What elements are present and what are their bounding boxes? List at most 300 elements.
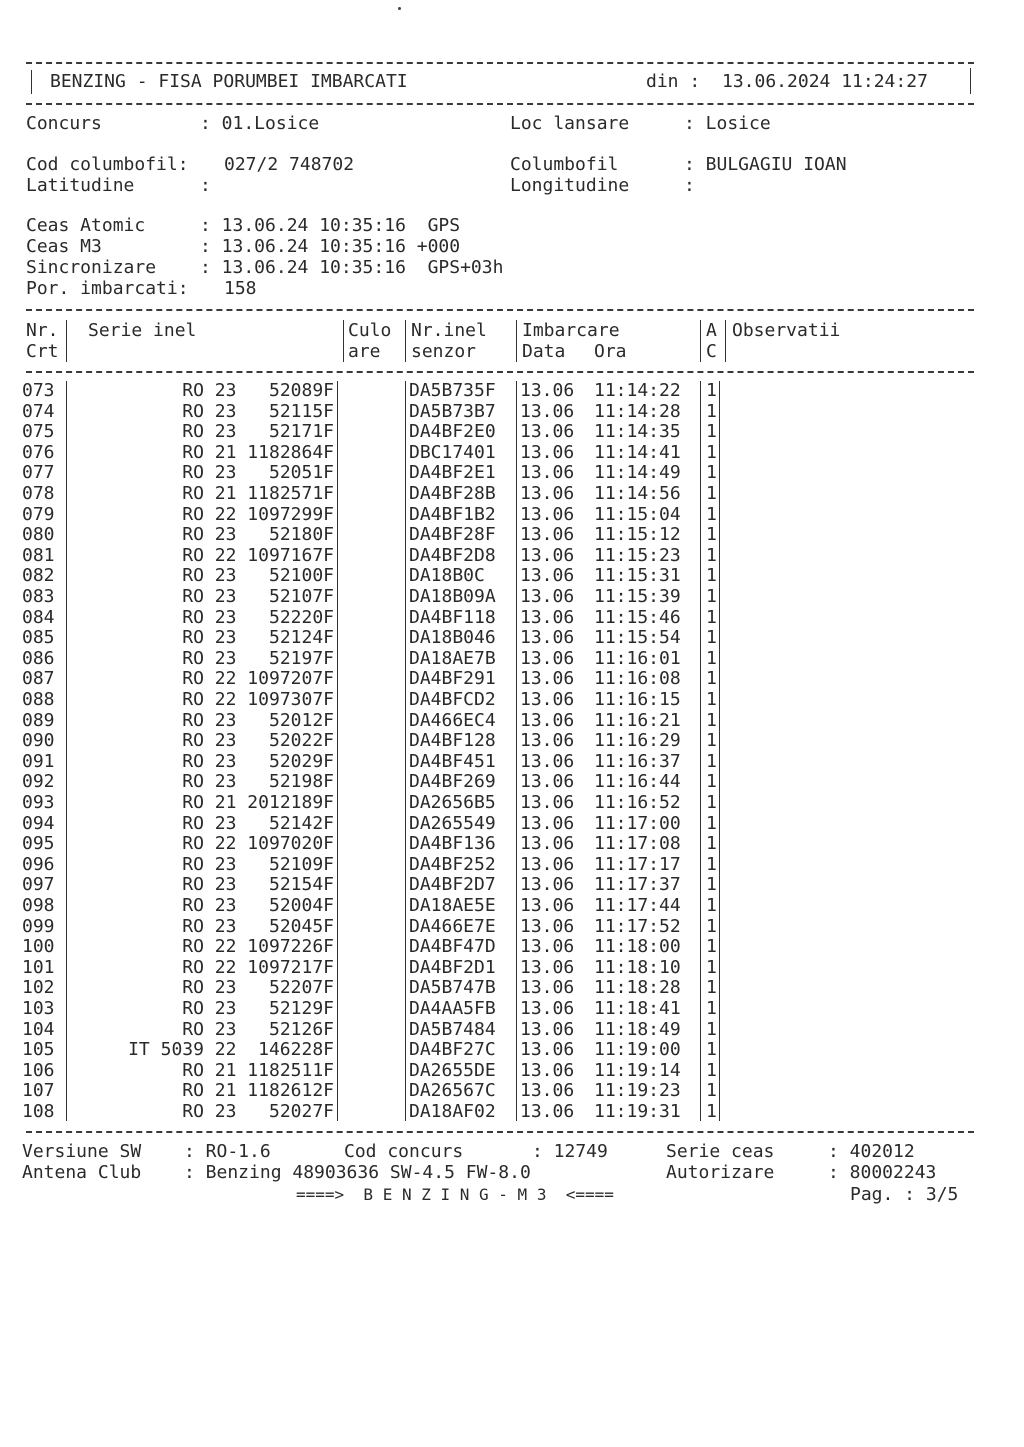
cell-serie-inel: RO 22 1097167F	[182, 544, 334, 566]
columbofil-label: Columbofil	[510, 154, 619, 175]
cell-nr: 082	[22, 565, 55, 587]
cell-serie-inel: RO 23 52154F	[182, 874, 334, 896]
benzing-banner: ====> B E N Z I N G - M 3 <====	[296, 1185, 614, 1204]
cell-nr-inel-senzor: DA4BF252	[409, 853, 496, 875]
header-bottom-rule	[26, 103, 974, 105]
table-row	[0, 1081, 1024, 1102]
porumbei-imbarcati-label: Por. imbarcati:	[26, 278, 189, 299]
concurs-value: : 01.Losice	[200, 113, 320, 134]
table-row	[0, 875, 1024, 896]
cell-data: 13.06	[520, 586, 575, 607]
cell-serie-inel: RO 23 52045F	[182, 915, 334, 937]
col-header-senzor: senzor	[411, 341, 477, 362]
cell-ora: 11:17:17	[594, 853, 681, 875]
cell-nr-inel-senzor: DA4BF291	[409, 668, 496, 690]
versiune-label: Versiune SW	[22, 1141, 142, 1162]
cell-nr: 092	[22, 771, 55, 793]
footer-top-rule	[26, 1131, 974, 1133]
cell-ac: 1	[706, 483, 717, 504]
cell-nr-inel-senzor: DA18AE7B	[409, 647, 496, 669]
table-row	[0, 1020, 1024, 1041]
cell-serie-inel: RO 23 52197F	[182, 647, 334, 669]
col-header-a: A	[706, 320, 717, 341]
cell-serie-inel: RO 21 2012189F	[182, 792, 334, 813]
table-row	[0, 793, 1024, 814]
cell-serie-inel: RO 23 52022F	[182, 730, 334, 752]
cell-ac: 1	[706, 647, 717, 669]
cell-data: 13.06	[520, 1039, 575, 1061]
cell-ac: 1	[706, 586, 717, 607]
table-row	[0, 422, 1024, 443]
col-header-data: Data	[522, 341, 566, 362]
cell-ac: 1	[706, 853, 717, 875]
cell-ac: 1	[706, 627, 717, 649]
table-row	[0, 381, 1024, 402]
cell-nr-inel-senzor: DA4BFCD2	[409, 689, 496, 710]
cell-serie-inel: RO 22 1097307F	[182, 689, 334, 710]
cell-ac: 1	[706, 915, 717, 937]
cell-nr-inel-senzor: DA4BF2D7	[409, 874, 496, 896]
cell-serie-inel: RO 23 52126F	[182, 1018, 334, 1040]
cell-nr: 107	[22, 1080, 55, 1102]
table-row	[0, 752, 1024, 773]
cell-serie-inel: RO 21 1182511F	[182, 1059, 334, 1081]
cell-ac: 1	[706, 998, 717, 1019]
cell-ac: 1	[706, 441, 717, 463]
cell-nr: 086	[22, 647, 55, 669]
cell-ora: 11:15:31	[594, 565, 681, 587]
columbofil-value: : BULGAGIU IOAN	[684, 154, 847, 175]
cell-data: 13.06	[520, 421, 575, 443]
header-sep-2	[343, 320, 344, 362]
cell-ac: 1	[706, 1101, 717, 1122]
header-right-bar	[970, 68, 971, 94]
cell-ac: 1	[706, 956, 717, 978]
cell-serie-inel: RO 23 52029F	[182, 750, 334, 772]
cell-ac: 1	[706, 1018, 717, 1040]
cell-data: 13.06	[520, 441, 575, 463]
cell-ora: 11:14:49	[594, 462, 681, 484]
serie-ceas-label: Serie ceas	[666, 1141, 775, 1162]
cell-ora: 11:16:21	[594, 709, 681, 731]
cell-data: 13.06	[520, 853, 575, 875]
cell-nr: 094	[22, 812, 55, 834]
cell-data: 13.06	[520, 915, 575, 937]
cell-ora: 11:17:52	[594, 915, 681, 937]
cell-nr: 075	[22, 421, 55, 443]
ceas-m3-value: : 13.06.24 10:35:16 +000	[200, 236, 461, 257]
cell-ora: 11:17:08	[594, 833, 681, 855]
table-row	[0, 587, 1024, 608]
cell-ac: 1	[706, 606, 717, 628]
cell-nr: 104	[22, 1018, 55, 1040]
page-number: Pag. : 3/5	[850, 1184, 959, 1205]
table-row	[0, 443, 1024, 464]
cell-data: 13.06	[520, 750, 575, 772]
cell-nr-inel-senzor: DA5B7484	[409, 1018, 496, 1040]
cell-nr-inel-senzor: DA466E7E	[409, 915, 496, 937]
table-row	[0, 855, 1024, 876]
cell-serie-inel: RO 22 1097299F	[182, 503, 334, 525]
table-row	[0, 546, 1024, 567]
cell-data: 13.06	[520, 998, 575, 1019]
cell-ora: 11:16:08	[594, 668, 681, 690]
antena-label: Antena Club	[22, 1162, 142, 1183]
cell-nr: 106	[22, 1059, 55, 1081]
col-header-nrinel: Nr.inel	[411, 320, 487, 341]
cell-data: 13.06	[520, 606, 575, 628]
cell-ora: 11:18:41	[594, 998, 681, 1019]
col-header-crt: Crt	[26, 341, 59, 362]
cell-nr-inel-senzor: DA4BF118	[409, 606, 496, 628]
cell-serie-inel: RO 22 1097020F	[182, 833, 334, 855]
cell-data: 13.06	[520, 380, 575, 401]
cell-data: 13.06	[520, 1101, 575, 1122]
cell-nr: 074	[22, 400, 55, 422]
cell-nr: 090	[22, 730, 55, 752]
cell-ora: 11:15:23	[594, 544, 681, 566]
cell-serie-inel: RO 23 52180F	[182, 524, 334, 546]
cell-ac: 1	[706, 1080, 717, 1102]
cell-ora: 11:16:01	[594, 647, 681, 669]
cell-data: 13.06	[520, 792, 575, 813]
col-header-serie: Serie inel	[88, 320, 197, 341]
sincronizare-value: : 13.06.24 10:35:16 GPS+03h	[200, 257, 504, 278]
cell-ac: 1	[706, 936, 717, 958]
cell-ora: 11:15:54	[594, 627, 681, 649]
cell-serie-inel: RO 23 52142F	[182, 812, 334, 834]
cell-serie-inel: RO 23 52100F	[182, 565, 334, 587]
header-sep-4	[516, 320, 517, 362]
cell-ora: 11:14:28	[594, 400, 681, 422]
cell-ac: 1	[706, 503, 717, 525]
cell-nr: 093	[22, 792, 55, 813]
cell-nr: 091	[22, 750, 55, 772]
cell-data: 13.06	[520, 730, 575, 752]
latitudine-label: Latitudine	[26, 175, 135, 196]
cell-ora: 11:19:14	[594, 1059, 681, 1081]
cell-serie-inel: RO 21 1182571F	[182, 483, 334, 504]
cell-nr: 103	[22, 998, 55, 1019]
cell-ac: 1	[706, 833, 717, 855]
cell-serie-inel: RO 23 52109F	[182, 853, 334, 875]
cell-data: 13.06	[520, 503, 575, 525]
cell-nr: 076	[22, 441, 55, 463]
antena-value: : Benzing 48903636 SW-4.5 FW-8.0	[184, 1162, 531, 1183]
cell-nr: 083	[22, 586, 55, 607]
cell-data: 13.06	[520, 1018, 575, 1040]
table-row	[0, 402, 1024, 423]
cell-nr-inel-senzor: DA4BF28B	[409, 483, 496, 504]
cell-nr-inel-senzor: DA4AA5FB	[409, 998, 496, 1019]
cell-data: 13.06	[520, 709, 575, 731]
cell-ac: 1	[706, 380, 717, 401]
cell-ac: 1	[706, 874, 717, 896]
cell-ora: 11:18:10	[594, 956, 681, 978]
cell-ac: 1	[706, 400, 717, 422]
cell-ac: 1	[706, 1039, 717, 1061]
cell-nr: 078	[22, 483, 55, 504]
col-header-observatii: Observatii	[732, 320, 841, 341]
cell-ora: 11:16:15	[594, 689, 681, 710]
cell-nr-inel-senzor: DA4BF1B2	[409, 503, 496, 525]
latitudine-value: :	[200, 175, 211, 196]
cell-ora: 11:14:35	[594, 421, 681, 443]
table-row	[0, 731, 1024, 752]
cell-nr-inel-senzor: DA5B747B	[409, 977, 496, 999]
col-header-c: C	[706, 341, 717, 362]
cell-serie-inel: RO 21 1182864F	[182, 441, 334, 463]
ceas-m3-label: Ceas M3	[26, 236, 102, 257]
cell-nr: 102	[22, 977, 55, 999]
loc-lansare-value: : Losice	[684, 113, 771, 134]
cell-data: 13.06	[520, 956, 575, 978]
cod-concurs-value: : 12749	[532, 1141, 608, 1162]
loc-lansare-label: Loc lansare	[510, 113, 630, 134]
cell-data: 13.06	[520, 400, 575, 422]
cell-nr: 088	[22, 689, 55, 710]
cell-ac: 1	[706, 544, 717, 566]
cell-serie-inel: RO 23 52207F	[182, 977, 334, 999]
cell-nr-inel-senzor: DA4BF27C	[409, 1039, 496, 1061]
cell-nr: 080	[22, 524, 55, 546]
cell-nr: 105	[22, 1039, 55, 1061]
cell-data: 13.06	[520, 833, 575, 855]
cell-serie-inel: RO 21 1182612F	[182, 1080, 334, 1102]
cell-data: 13.06	[520, 524, 575, 546]
porumbei-imbarcati-value: 158	[224, 278, 257, 299]
cell-nr-inel-senzor: DA4BF2E0	[409, 421, 496, 443]
cell-ora: 11:14:41	[594, 441, 681, 463]
cell-serie-inel: RO 23 52027F	[182, 1101, 334, 1122]
cell-data: 13.06	[520, 647, 575, 669]
cell-serie-inel: RO 23 52051F	[182, 462, 334, 484]
cell-nr-inel-senzor: DA2655DE	[409, 1059, 496, 1081]
cell-nr-inel-senzor: DA18B046	[409, 627, 496, 649]
cell-ora: 11:15:46	[594, 606, 681, 628]
cell-ora: 11:14:56	[594, 483, 681, 504]
cell-ac: 1	[706, 709, 717, 731]
cell-nr-inel-senzor: DBC17401	[409, 441, 496, 463]
versiune-value: : RO-1.6	[184, 1141, 271, 1162]
cell-ac: 1	[706, 771, 717, 793]
cell-nr: 081	[22, 544, 55, 566]
cell-nr: 100	[22, 936, 55, 958]
cell-nr-inel-senzor: DA18B09A	[409, 586, 496, 607]
cell-nr-inel-senzor: DA4BF269	[409, 771, 496, 793]
table-row	[0, 505, 1024, 526]
table-row	[0, 628, 1024, 649]
table-row	[0, 999, 1024, 1020]
table-row	[0, 608, 1024, 629]
table-row	[0, 834, 1024, 855]
cod-columbofil-value: 027/2 748702	[224, 154, 355, 175]
cell-ora: 11:17:44	[594, 895, 681, 916]
ceas-atomic-value: : 13.06.24 10:35:16 GPS	[200, 215, 461, 236]
cell-serie-inel: RO 23 52220F	[182, 606, 334, 628]
report-date: 13.06.2024 11:24:27	[722, 71, 928, 92]
cell-ac: 1	[706, 668, 717, 690]
autorizare-value: : 80002243	[828, 1162, 937, 1183]
cell-nr-inel-senzor: DA4BF2D8	[409, 544, 496, 566]
cell-nr-inel-senzor: DA4BF28F	[409, 524, 496, 546]
cell-serie-inel: RO 22 1097217F	[182, 956, 334, 978]
longitudine-label: Longitudine	[510, 175, 630, 196]
header-sep-1	[66, 320, 67, 362]
cell-nr-inel-senzor: DA18AE5E	[409, 895, 496, 916]
table-row	[0, 917, 1024, 938]
cell-nr-inel-senzor: DA5B73B7	[409, 400, 496, 422]
header-left-bar	[31, 70, 32, 94]
cod-concurs-label: Cod concurs	[344, 1141, 464, 1162]
cell-nr: 108	[22, 1101, 55, 1122]
cell-nr-inel-senzor: DA4BF2D1	[409, 956, 496, 978]
scan-speck	[398, 7, 401, 10]
cell-data: 13.06	[520, 462, 575, 484]
cell-ora: 11:18:00	[594, 936, 681, 958]
cell-data: 13.06	[520, 895, 575, 916]
cell-ora: 11:16:44	[594, 771, 681, 793]
cell-nr-inel-senzor: DA18AF02	[409, 1101, 496, 1122]
cell-nr: 084	[22, 606, 55, 628]
table-row	[0, 1061, 1024, 1082]
cell-nr: 085	[22, 627, 55, 649]
cell-serie-inel: RO 23 52089F	[182, 380, 334, 401]
table-row	[0, 937, 1024, 958]
cell-ac: 1	[706, 565, 717, 587]
cell-data: 13.06	[520, 1080, 575, 1102]
table-top-rule	[26, 309, 974, 311]
cell-data: 13.06	[520, 565, 575, 587]
cell-serie-inel: RO 22 1097207F	[182, 668, 334, 690]
cell-ac: 1	[706, 895, 717, 916]
cell-ora: 11:18:28	[594, 977, 681, 999]
header-sep-6	[725, 320, 726, 362]
cell-serie-inel: RO 23 52198F	[182, 771, 334, 793]
cell-nr: 095	[22, 833, 55, 855]
cell-serie-inel: IT 5039 22 146228F	[128, 1039, 334, 1061]
cell-serie-inel: RO 23 52115F	[182, 400, 334, 422]
cell-nr: 096	[22, 853, 55, 875]
cell-nr-inel-senzor: DA4BF451	[409, 750, 496, 772]
cell-data: 13.06	[520, 771, 575, 793]
cell-serie-inel: RO 22 1097226F	[182, 936, 334, 958]
col-header-nr: Nr.	[26, 320, 59, 341]
cell-ora: 11:17:00	[594, 812, 681, 834]
cell-ac: 1	[706, 1059, 717, 1081]
header-sep-5	[700, 320, 701, 362]
ceas-atomic-label: Ceas Atomic	[26, 215, 146, 236]
cell-nr: 073	[22, 380, 55, 401]
table-row	[0, 1040, 1024, 1061]
cell-ac: 1	[706, 421, 717, 443]
cell-serie-inel: RO 23 52124F	[182, 627, 334, 649]
cell-ora: 11:14:22	[594, 380, 681, 401]
table-row	[0, 958, 1024, 979]
cell-ora: 11:19:31	[594, 1101, 681, 1122]
cell-nr-inel-senzor: DA2656B5	[409, 792, 496, 813]
cell-nr: 087	[22, 668, 55, 690]
serie-ceas-value: : 402012	[828, 1141, 915, 1162]
cell-ac: 1	[706, 750, 717, 772]
cell-ac: 1	[706, 689, 717, 710]
cell-ora: 11:16:29	[594, 730, 681, 752]
cell-nr-inel-senzor: DA4BF47D	[409, 936, 496, 958]
cell-data: 13.06	[520, 936, 575, 958]
cell-data: 13.06	[520, 544, 575, 566]
cell-ora: 11:15:12	[594, 524, 681, 546]
autorizare-label: Autorizare	[666, 1162, 775, 1183]
concurs-label: Concurs	[26, 113, 102, 134]
cell-ac: 1	[706, 730, 717, 752]
cell-nr-inel-senzor: DA4BF128	[409, 730, 496, 752]
cell-ora: 11:18:49	[594, 1018, 681, 1040]
cell-ac: 1	[706, 812, 717, 834]
cell-serie-inel: RO 23 52004F	[182, 895, 334, 916]
cell-data: 13.06	[520, 812, 575, 834]
table-header-rule	[26, 371, 974, 373]
cell-data: 13.06	[520, 1059, 575, 1081]
sincronizare-label: Sincronizare	[26, 257, 157, 278]
col-header-culo: Culo	[348, 320, 392, 341]
header-top-rule	[26, 62, 974, 64]
cell-serie-inel: RO 23 52107F	[182, 586, 334, 607]
table-row	[0, 896, 1024, 917]
table-row	[0, 566, 1024, 587]
cell-ora: 11:19:23	[594, 1080, 681, 1102]
cell-serie-inel: RO 23 52012F	[182, 709, 334, 731]
cell-nr-inel-senzor: DA265549	[409, 812, 496, 834]
cell-nr: 101	[22, 956, 55, 978]
cod-columbofil-label: Cod columbofil:	[26, 154, 189, 175]
report-date-label: din :	[646, 71, 701, 92]
table-row	[0, 978, 1024, 999]
table-row	[0, 649, 1024, 670]
cell-data: 13.06	[520, 483, 575, 504]
cell-data: 13.06	[520, 977, 575, 999]
table-row	[0, 772, 1024, 793]
cell-ac: 1	[706, 792, 717, 813]
table-body	[0, 381, 1024, 1126]
table-row	[0, 814, 1024, 835]
cell-ora: 11:17:37	[594, 874, 681, 896]
col-header-imbarcare: Imbarcare	[522, 320, 620, 341]
cell-ora: 11:19:00	[594, 1039, 681, 1061]
cell-ac: 1	[706, 977, 717, 999]
cell-nr-inel-senzor: DA5B735F	[409, 380, 496, 401]
cell-serie-inel: RO 23 52129F	[182, 998, 334, 1019]
cell-ac: 1	[706, 524, 717, 546]
cell-ora: 11:15:04	[594, 503, 681, 525]
table-row	[0, 463, 1024, 484]
cell-nr-inel-senzor: DA466EC4	[409, 709, 496, 731]
cell-nr: 077	[22, 462, 55, 484]
table-row	[0, 525, 1024, 546]
report-title: BENZING - FISA PORUMBEI IMBARCATI	[50, 71, 408, 92]
cell-data: 13.06	[520, 627, 575, 649]
cell-ac: 1	[706, 462, 717, 484]
col-header-are: are	[348, 341, 381, 362]
cell-nr: 079	[22, 503, 55, 525]
cell-ora: 11:16:52	[594, 792, 681, 813]
table-row	[0, 484, 1024, 505]
cell-nr: 098	[22, 895, 55, 916]
col-header-ora: Ora	[594, 341, 627, 362]
table-row	[0, 690, 1024, 711]
cell-data: 13.06	[520, 874, 575, 896]
cell-data: 13.06	[520, 668, 575, 690]
header-sep-3	[405, 320, 406, 362]
